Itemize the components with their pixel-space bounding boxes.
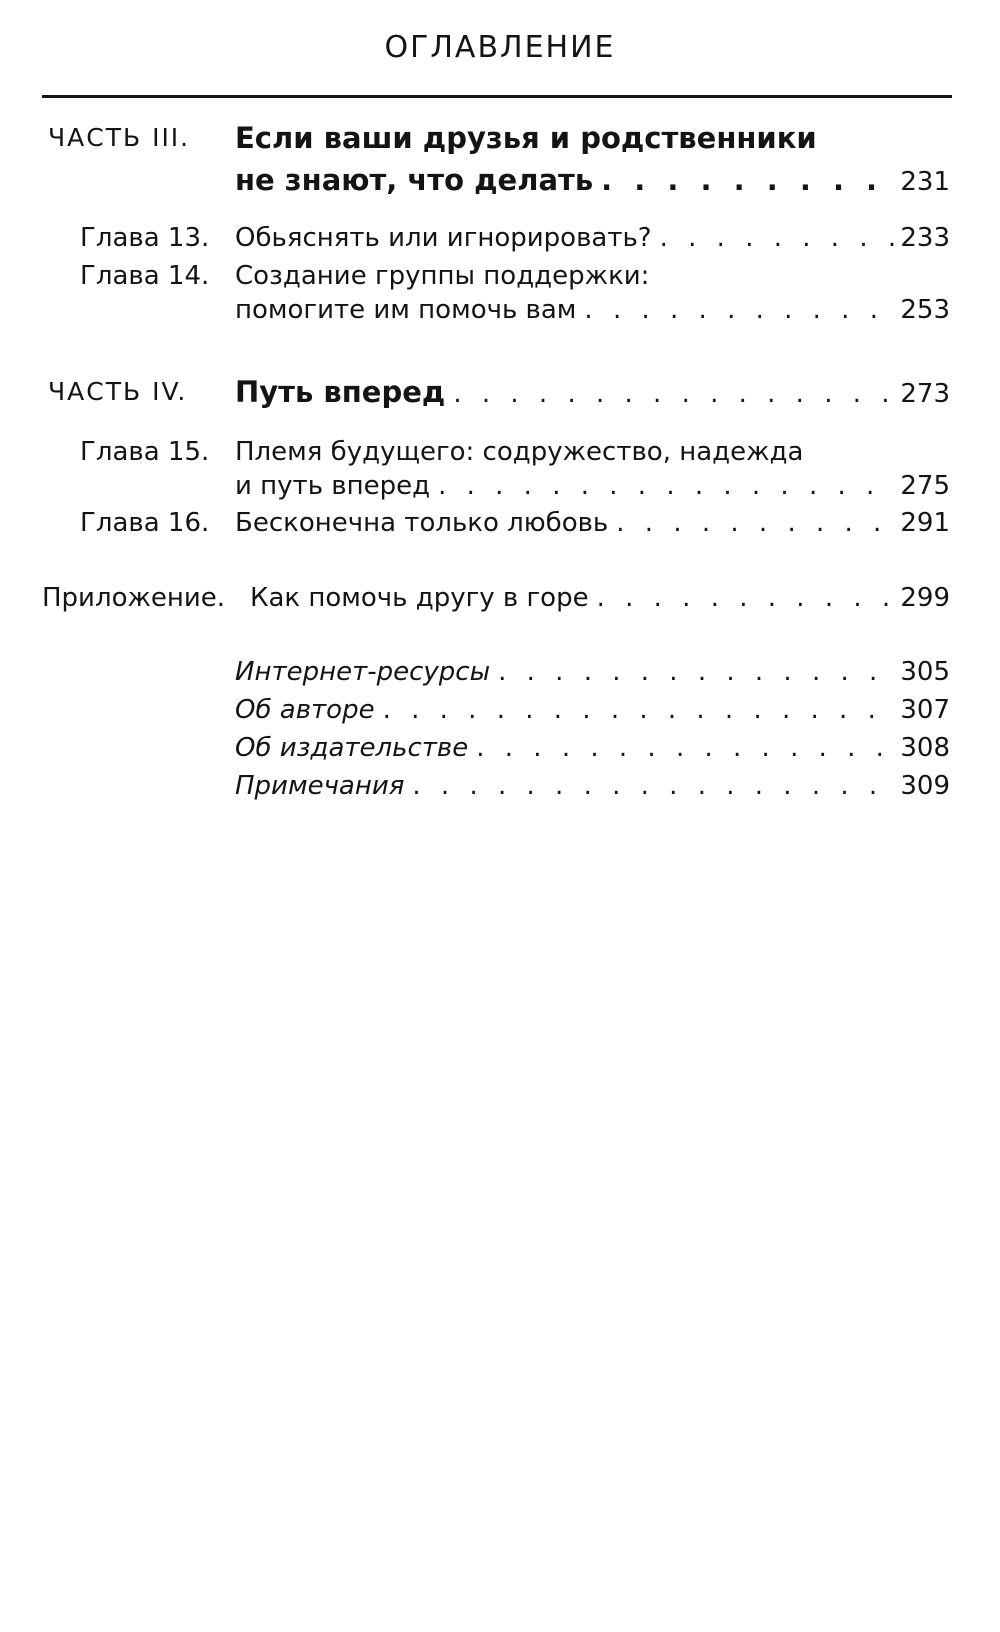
leader-dots <box>616 503 896 543</box>
part-title: Путь вперед <box>235 375 446 409</box>
backmatter-row <box>235 728 950 768</box>
page-number: 273 <box>900 379 950 409</box>
page-number: 309 <box>900 771 950 801</box>
leader-dots <box>584 290 896 330</box>
part-label: ЧАСТЬ III. <box>48 123 191 152</box>
chapter-title: Бесконечна только любовь <box>235 508 609 538</box>
chapter-title-line1: Создание группы поддержки: <box>235 261 650 291</box>
backmatter-row <box>235 690 950 730</box>
page-number: 253 <box>900 295 950 325</box>
appendix-label: Приложение. <box>42 583 226 613</box>
leader-dots <box>498 652 896 692</box>
chapter-label: Глава 15. <box>80 437 210 467</box>
page-number: 307 <box>900 695 950 725</box>
page-number: 308 <box>900 733 950 763</box>
page-number: 299 <box>900 583 950 613</box>
chapter-title-row <box>235 466 950 506</box>
chapter-title: Обьяснять или игнорировать? <box>235 223 652 253</box>
leader-dots <box>453 374 896 414</box>
part-label: ЧАСТЬ IV. <box>48 377 188 406</box>
page-number: 231 <box>900 167 950 197</box>
chapter-label: Глава 14. <box>80 261 210 291</box>
chapter-title-line1: Племя будущего: содружество, надежда <box>235 437 804 467</box>
leader-dots <box>660 218 897 258</box>
backmatter-row <box>235 652 950 692</box>
backmatter-row <box>235 766 950 806</box>
page-number: 305 <box>900 657 950 687</box>
leader-dots <box>438 466 896 506</box>
part-title-line1: Если ваши друзья и родственники <box>235 121 817 155</box>
chapter-title-row <box>235 503 950 543</box>
backmatter-title: Примечания <box>235 771 405 801</box>
leader-dots <box>412 766 896 806</box>
leader-dots <box>601 160 896 200</box>
chapter-title-row <box>235 218 950 258</box>
page-number: 291 <box>900 508 950 538</box>
appendix-title-row <box>250 578 950 618</box>
backmatter-title: Об издательстве <box>235 733 469 763</box>
chapter-label: Глава 13. <box>80 223 210 253</box>
page-number: 233 <box>900 223 950 253</box>
backmatter-title: Интернет-ресурсы <box>235 657 491 687</box>
backmatter-title: Об авторе <box>235 695 375 725</box>
appendix-title: Как помочь другу в горе <box>250 583 589 613</box>
part-title-row <box>235 372 950 414</box>
chapter-title-row <box>235 290 950 330</box>
part-title-line2-row <box>235 160 950 202</box>
chapter-label: Глава 16. <box>80 508 210 538</box>
part-title-line2: не знают, что делать <box>235 163 594 197</box>
leader-dots <box>597 578 897 618</box>
page-number: 275 <box>900 471 950 501</box>
page-header: ОГЛАВЛЕНИЕ <box>384 30 616 65</box>
leader-dots <box>476 728 896 768</box>
header-rule <box>42 95 952 98</box>
chapter-title-line2: и путь вперед <box>235 471 431 501</box>
chapter-title-line2: помогите им помочь вам <box>235 295 577 325</box>
leader-dots <box>383 690 897 730</box>
